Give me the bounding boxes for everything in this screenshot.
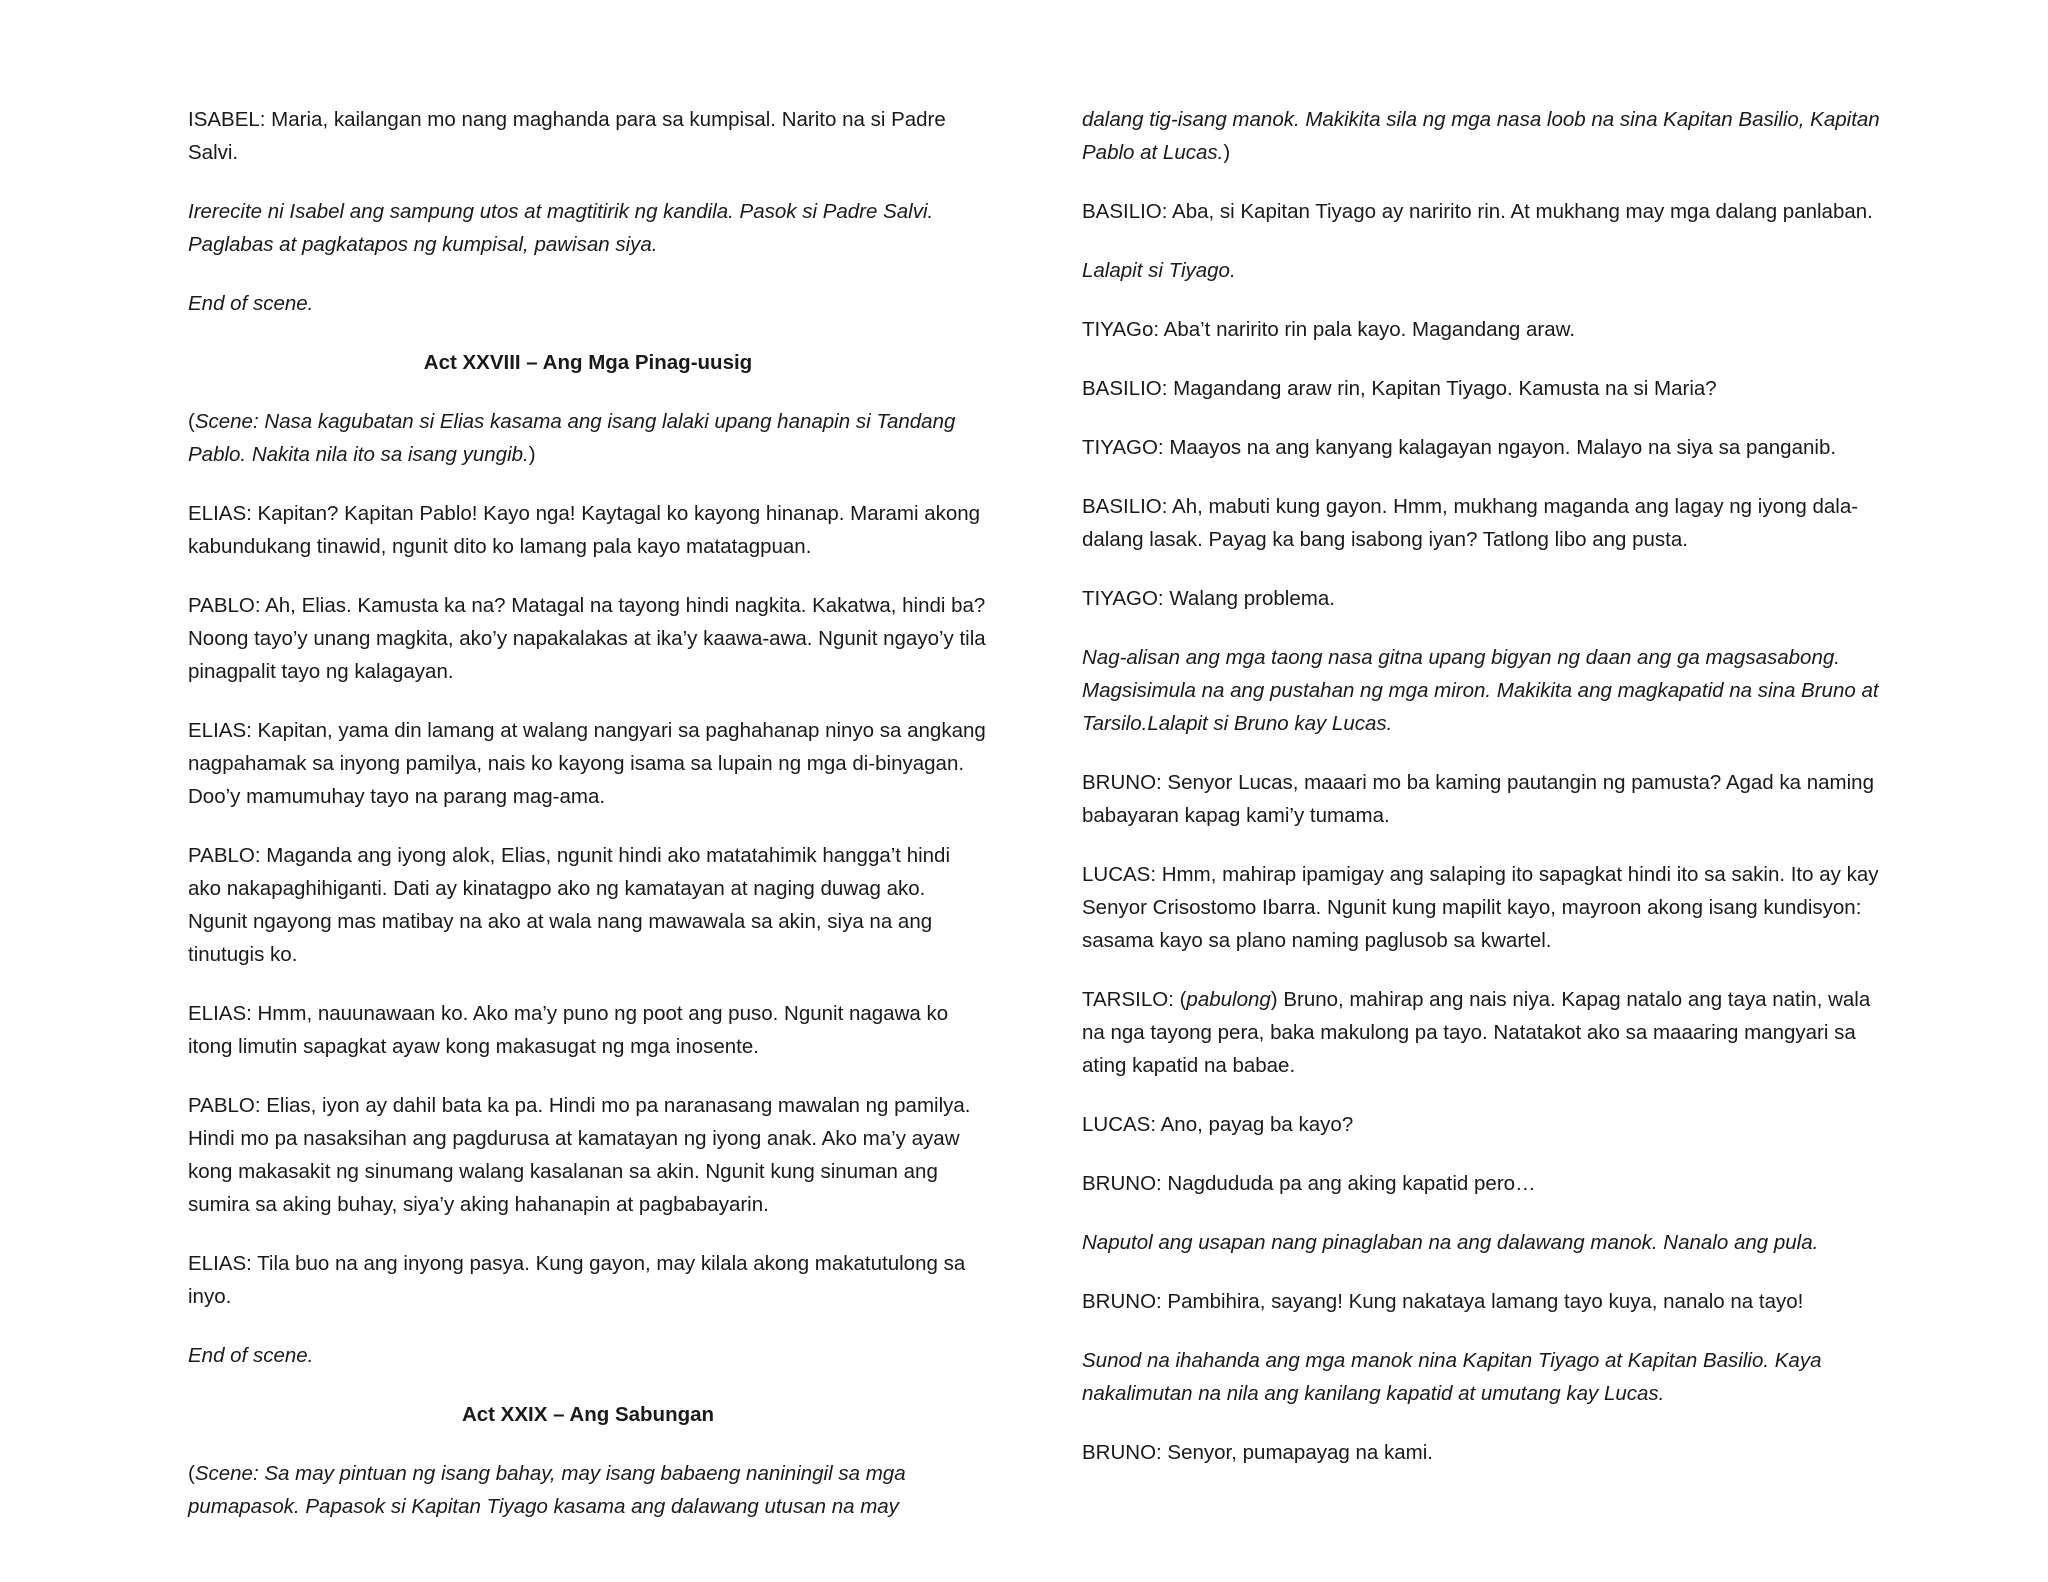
dialogue-tarsilo	[1082, 983, 1882, 1082]
dialogue-bruno: BRUNO: Pambihira, sayang! Kung nakataya lamang tayo kuya, nanalo na tayo!	[1082, 1290, 1804, 1313]
dialogue-pablo: PABLO: Elias, iyon ay dahil bata ka pa. Hindi mo pa naranasang mawalan ng pamilya. Hindi mo pa nasaksihan ang pagdurusa at kamatayan ng iyong anak. Ako ma’y ayaw kong makasakit ng sinumang walang kasalanan sa akin. Ngunit kung sinuman ang sumira sa aking buhay, siya’y aking hahanapin at pagbabayarin.	[188, 1094, 971, 1216]
aside-direction: pabulong	[1186, 988, 1271, 1011]
speaker-prefix: TARSILO: (	[1082, 988, 1187, 1011]
right-column	[1082, 103, 1882, 1495]
act-heading: Act XXIX – Ang Sabungan	[461, 1403, 715, 1426]
paren-close: )	[528, 443, 536, 466]
scene-description-continued	[1082, 103, 1882, 169]
dialogue-elias: ELIAS: Kapitan, yama din lamang at walang nangyari sa paghahanap ninyo sa angkang nagpahamak sa inyong pamilya, nais ko kayong isama sa lupain ng mga di-binyagan. Doo’y mamumuhay tayo na parang mag-ama.	[188, 719, 986, 808]
stage-direction: Sunod na ihahanda ang mga manok nina Kapitan Tiyago at Kapitan Basilio. Kaya nakalimutan na nila ang kanilang kapatid at umutang kay Lucas.	[1082, 1349, 1822, 1405]
end-of-scene: End of scene.	[188, 1344, 314, 1367]
dialogue-tiyago: TIYAGo: Aba’t naririto rin pala kayo. Magandang araw.	[1082, 318, 1576, 341]
dialogue-pablo: PABLO: Ah, Elias. Kamusta ka na? Matagal na tayong hindi nagkita. Kakatwa, hindi ba? Noong tayo’y unang magkita, ako’y napakalakas at ika’y kaawa-awa. Ngunit ngayo’y tila pinagpalit tayo ng kalagayan.	[188, 594, 986, 683]
dialogue-bruno: BRUNO: Nagdududa pa ang aking kapatid pero…	[1082, 1172, 1536, 1195]
dialogue-isabel: ISABEL: Maria, kailangan mo nang maghanda para sa kumpisal. Narito na si Padre Salvi.	[188, 108, 946, 164]
scene-text: Scene: Nasa kagubatan si Elias kasama ang isang lalaki upang hanapin si Tandang Pablo. Nakita nila ito sa isang yungib.	[188, 410, 956, 466]
dialogue-lucas: LUCAS: Ano, payag ba kayo?	[1082, 1113, 1354, 1136]
dialogue-text: ) Bruno, mahirap ang nais niya. Kapag natalo ang taya natin, wala na nga tayong pera, baka makulong pa tayo. Natatakot ako sa maaaring mangyari sa ating kapatid na babae.	[1082, 988, 1871, 1077]
dialogue-elias: ELIAS: Hmm, nauunawaan ko. Ako ma’y puno ng poot ang puso. Ngunit nagawa ko itong limutin sapagkat ayaw kong makasugat ng mga inosente.	[188, 1002, 949, 1058]
stage-direction: Lalapit si Tiyago.	[1082, 259, 1236, 282]
dialogue-bruno: BRUNO: Senyor Lucas, maaari mo ba kaming pautangin ng pamusta? Agad ka naming babayaran kapag kami’y tumama.	[1082, 771, 1874, 827]
scene-description	[188, 405, 988, 471]
scene-text: Scene: Sa may pintuan ng isang bahay, may isang babaeng naniningil sa mga pumapasok. Papasok si Kapitan Tiyago kasama ang dalawang utusan na may	[188, 1462, 906, 1518]
dialogue-bruno: BRUNO: Senyor, pumapayag na kami.	[1082, 1441, 1433, 1464]
end-of-scene: End of scene.	[188, 292, 314, 315]
dialogue-basilio: BASILIO: Magandang araw rin, Kapitan Tiyago. Kamusta na si Maria?	[1082, 377, 1717, 400]
stage-direction: Irerecite ni Isabel ang sampung utos at magtitirik ng kandila. Pasok si Padre Salvi. Paglabas at pagkatapos ng kumpisal, pawisan siya.	[188, 200, 934, 256]
stage-direction: Nag-alisan ang mga taong nasa gitna upang bigyan ng daan ang ga magsasabong. Magsisimula na ang pustahan ng mga miron. Makikita ang magkapatid na sina Bruno at Tarsilo.Lalapit si Bruno kay Lucas.	[1082, 646, 1879, 735]
dialogue-elias: ELIAS: Kapitan? Kapitan Pablo! Kayo nga! Kaytagal ko kayong hinanap. Marami akong kabundukang tinawid, ngunit dito ko lamang pala kayo matatagpuan.	[188, 502, 981, 558]
paren-open: (	[188, 410, 195, 433]
dialogue-basilio: BASILIO: Ah, mabuti kung gayon. Hmm, mukhang maganda ang lagay ng iyong dala-dalang lasak. Payag ka bang isabong iyan? Tatlong libo ang pusta.	[1082, 495, 1859, 551]
paren-close: )	[1223, 141, 1231, 164]
left-column	[188, 103, 988, 1549]
scene-text: dalang tig-isang manok. Makikita sila ng mga nasa loob na sina Kapitan Basilio, Kapitan Pablo at Lucas.	[1082, 108, 1880, 164]
dialogue-elias: ELIAS: Tila buo na ang inyong pasya. Kung gayon, may kilala akong makatutulong sa inyo.	[188, 1252, 966, 1308]
scene-description	[188, 1457, 988, 1523]
dialogue-pablo: PABLO: Maganda ang iyong alok, Elias, ngunit hindi ako matatahimik hangga’t hindi ako nakapaghihiganti. Dati ay kinatagpo ako ng kamatayan at naging duwag ako. Ngunit ngayong mas matibay na ako at wala nang mawawala sa akin, siya na ang tinutugis ko.	[188, 844, 951, 966]
paren-open: (	[188, 1462, 195, 1485]
stage-direction: Naputol ang usapan nang pinaglaban na ang dalawang manok. Nanalo ang pula.	[1082, 1231, 1819, 1254]
dialogue-tiyago: TIYAGO: Walang problema.	[1082, 587, 1335, 610]
act-heading: Act XXVIII – Ang Mga Pinag-uusig	[423, 351, 753, 374]
dialogue-tiyago: TIYAGO: Maayos na ang kanyang kalagayan ngayon. Malayo na siya sa panganib.	[1082, 436, 1837, 459]
dialogue-basilio: BASILIO: Aba, si Kapitan Tiyago ay naririto rin. At mukhang may mga dalang panlaban.	[1082, 200, 1873, 223]
dialogue-lucas: LUCAS: Hmm, mahirap ipamigay ang salaping ito sapagkat hindi ito sa sakin. Ito ay kay Senyor Crisostomo Ibarra. Ngunit kung mapilit kayo, mayroon akong isang kundisyon: sasama kayo sa plano naming paglusob sa kwartel.	[1082, 863, 1879, 952]
